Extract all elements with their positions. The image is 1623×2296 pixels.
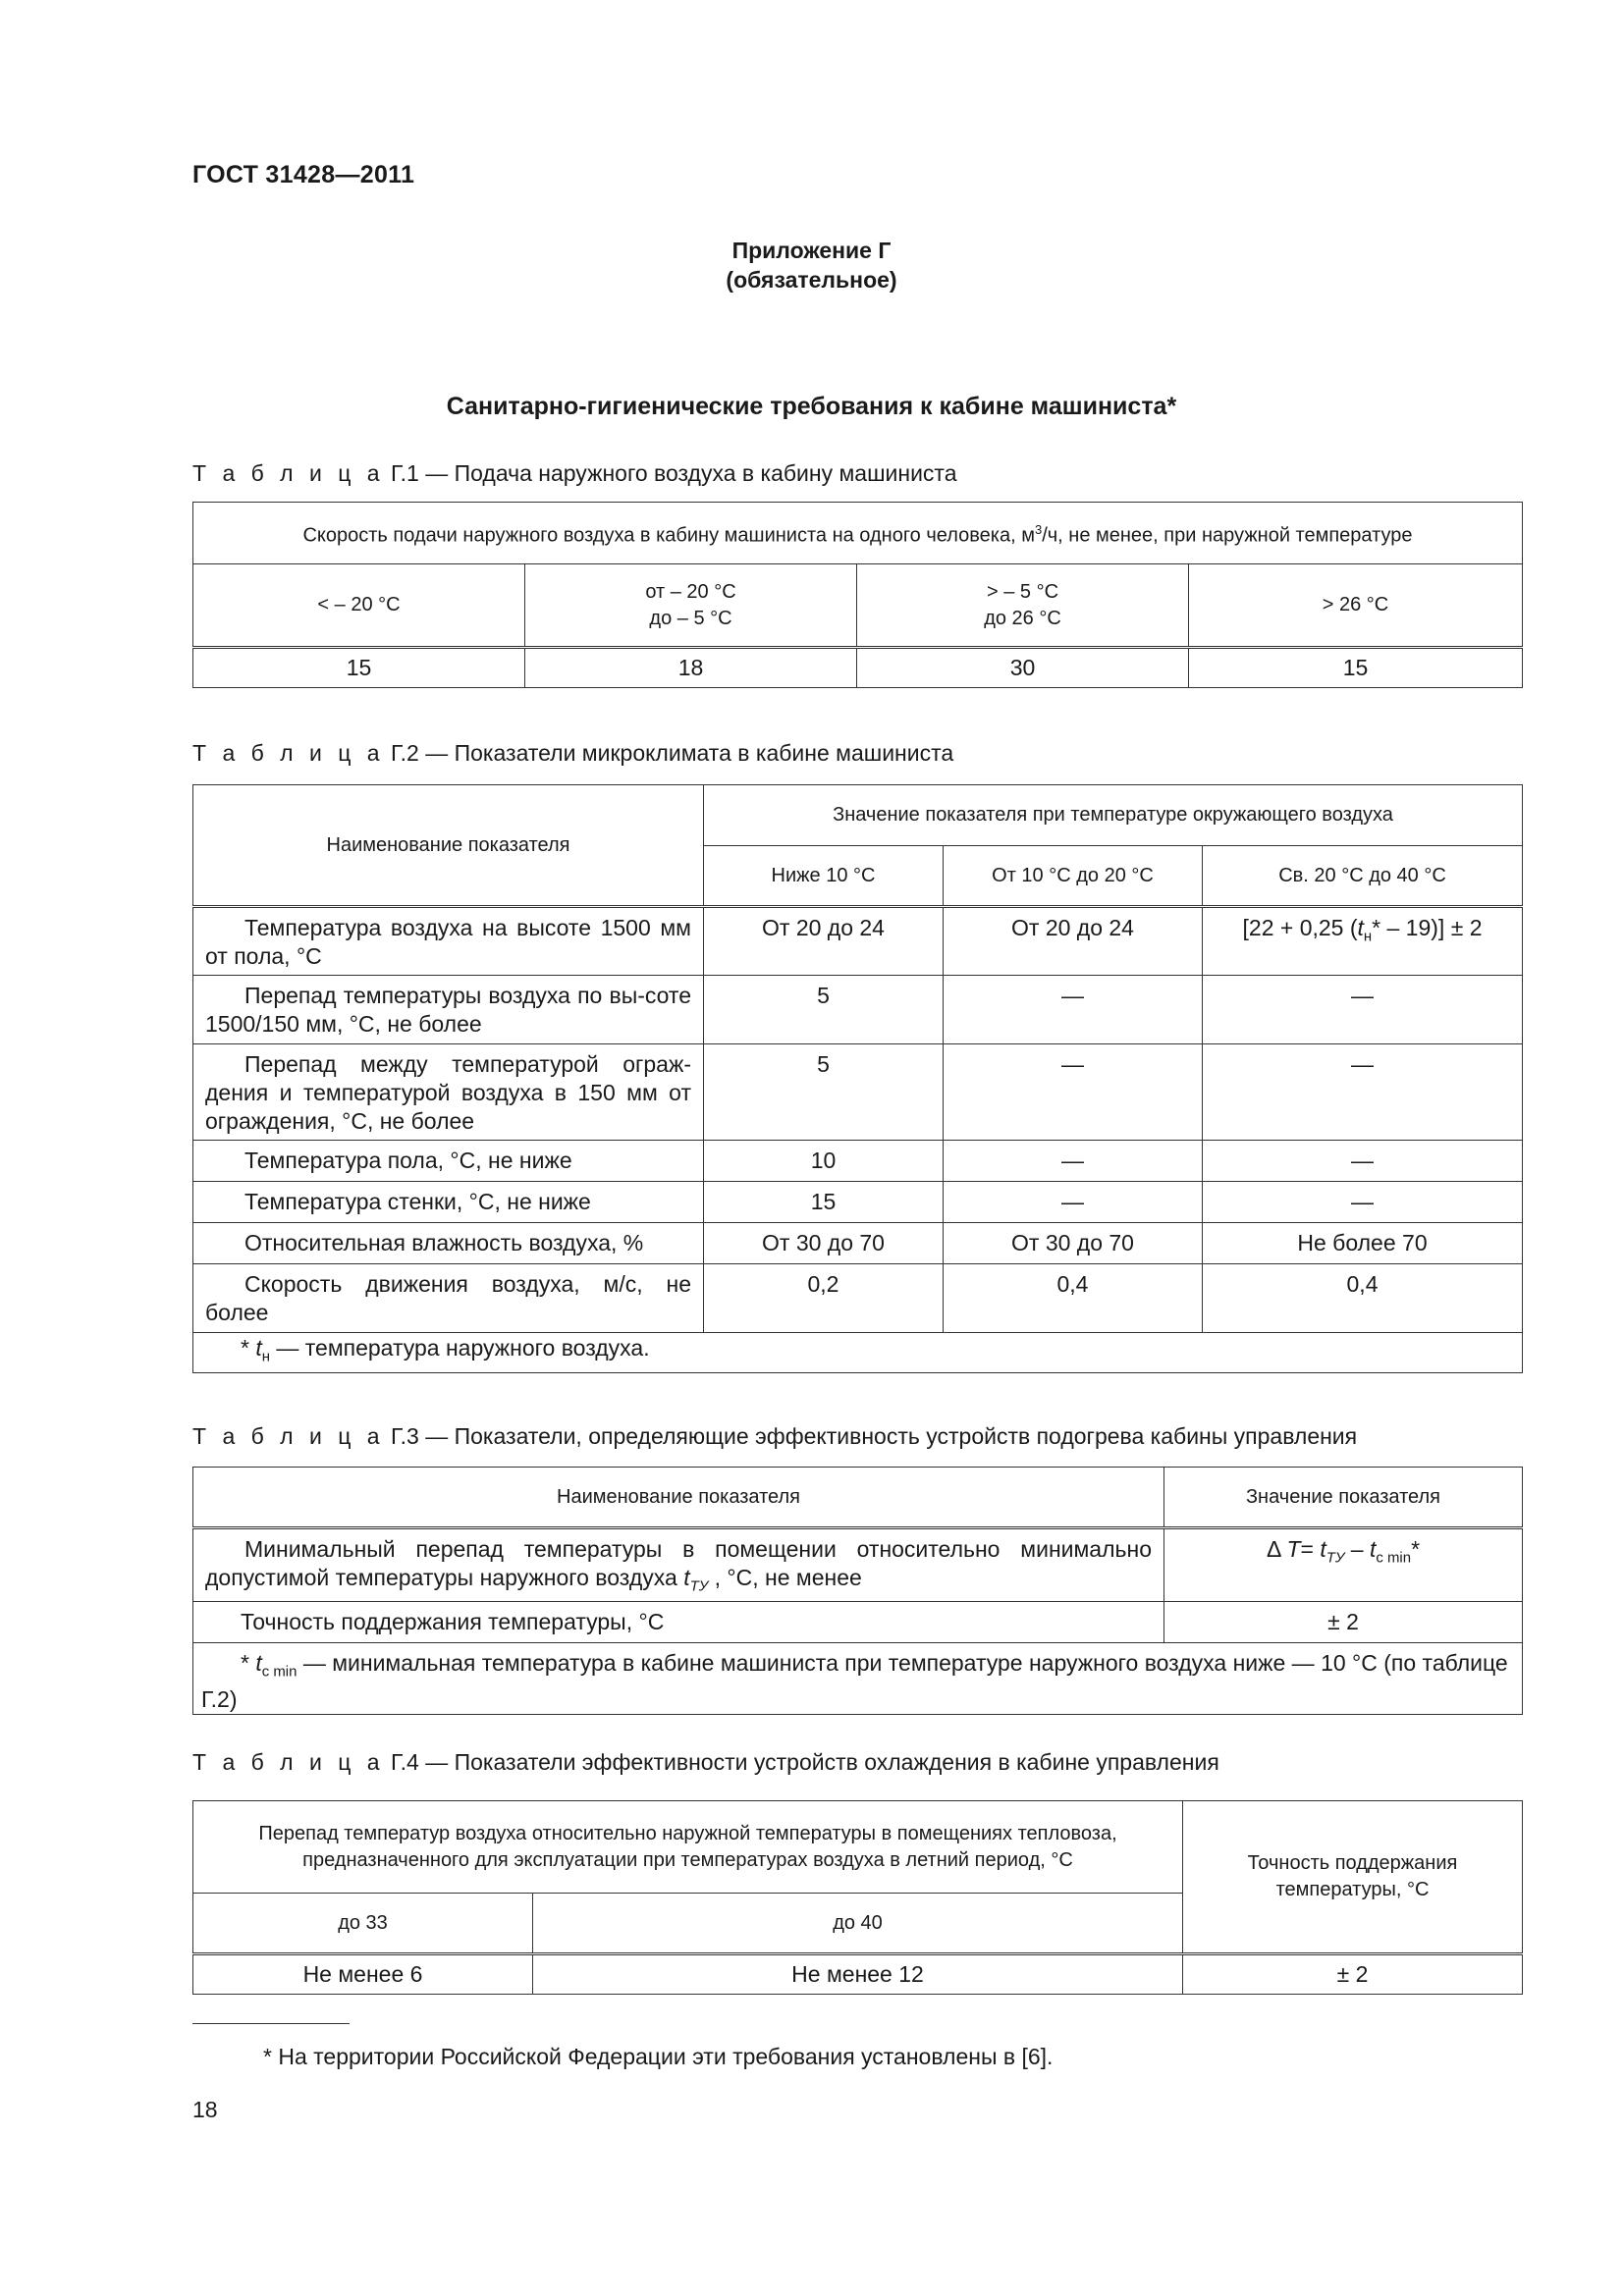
table2-row-value: 10 — [704, 1141, 944, 1182]
table2-row-value: 0,2 — [704, 1264, 944, 1333]
table4-caption-text: Г.4 — Показатели эффективности устройств охлаждения в кабине управления — [390, 1749, 1219, 1775]
note-t: t — [255, 1649, 262, 1676]
note-sub: c min — [261, 1663, 298, 1681]
formula-eq: = — [1300, 1536, 1321, 1562]
table2-row-name-text: Температура воздуха на высоте 1500 мм от пола, °C — [205, 915, 691, 969]
table3-head-name: Наименование показателя — [193, 1468, 1164, 1528]
table2-row-value: — — [944, 1141, 1203, 1182]
table3 — [192, 1467, 1523, 1715]
formula-sub: н — [1363, 928, 1373, 945]
table2-row-name — [193, 976, 704, 1044]
table2-caption-text: Г.2 — Показатели микроклимата в кабине машиниста — [390, 740, 954, 766]
footnote-separator — [192, 2023, 350, 2024]
formula-part: [22 + 0,25 ( — [1242, 915, 1358, 940]
page-number: 18 — [192, 2097, 218, 2122]
table3-head-value: Значение показателя — [1164, 1468, 1523, 1528]
table2-row-value: 15 — [704, 1182, 944, 1223]
formula-T: T — [1286, 1536, 1301, 1562]
formula-t: t — [1357, 915, 1364, 940]
t-var: t — [683, 1565, 690, 1590]
appendix-label: Приложение Г — [731, 238, 892, 263]
table2-row-value: 5 — [704, 1044, 944, 1141]
table1-col1: < – 20 °C — [193, 564, 525, 648]
table2-row-value: От 30 до 70 — [944, 1223, 1203, 1264]
table3-row-name-tail: , °C, не менее — [708, 1565, 862, 1590]
table3-row-name-text: Точность поддержания температуры, °C — [241, 1608, 665, 1634]
table2-head-value: Значение показателя при температуре окружающего воздуха — [704, 785, 1523, 846]
note-sub: н — [261, 1348, 270, 1365]
table1-value: 30 — [857, 648, 1189, 688]
table2-row-value: Не более 70 — [1203, 1223, 1523, 1264]
table2-row-value: — — [1203, 1182, 1523, 1223]
table3-row-name-text: Минимальный перепад температуры в помещении относительно минимально допустимой температуры наружного воздуха — [205, 1536, 1152, 1590]
table1-col3-a: > – 5 °C — [986, 580, 1059, 603]
table1 — [192, 502, 1523, 688]
table2-row-name — [193, 1141, 704, 1182]
note-t: t — [255, 1335, 262, 1362]
table2-head-name: Наименование показателя — [193, 785, 704, 907]
table1-header-a: Скорость подачи наружного воздуха в кабину машиниста на одного человека, м — [302, 524, 1035, 547]
table4 — [192, 1800, 1523, 1995]
table2-row-name — [193, 1044, 704, 1141]
table2-row-name-text: Температура пола, °C, не ниже — [244, 1148, 572, 1173]
table4-head-b: Точность поддержания температуры, °C — [1183, 1801, 1523, 1954]
table2-row-name-text: Скорость движения воздуха, м/с, не более — [205, 1271, 691, 1325]
formula-sub1: ТУ — [1325, 1549, 1345, 1567]
table2-caption — [192, 740, 953, 767]
table2-row-name-text: Относительная влажность воздуха, % — [244, 1230, 644, 1255]
table2-row-value: — — [1203, 976, 1523, 1044]
table2-row-value: — — [944, 1182, 1203, 1223]
appendix-status: (обязательное) — [726, 267, 897, 293]
table3-note — [193, 1642, 1523, 1715]
table2-row-value: — — [944, 976, 1203, 1044]
table1-value: 18 — [525, 648, 857, 688]
table1-header — [193, 503, 1523, 564]
note-text: — температура наружного воздуха. — [269, 1335, 650, 1362]
table3-row-formula — [1164, 1528, 1523, 1602]
table2-row-name — [193, 1223, 704, 1264]
table3-caption-text: Г.3 — Показатели, определяющие эффективность устройств подогрева кабины управления — [390, 1423, 1358, 1449]
footnote: * На территории Российской Федерации эти требования установлены в [6]. — [263, 2044, 1054, 2069]
table4-value: Не менее 6 — [193, 1954, 533, 1995]
table1-col3 — [857, 564, 1189, 648]
formula-t2: t — [1369, 1536, 1377, 1562]
table1-caption-prefix: Т а б л и ц а — [192, 460, 385, 486]
table2-sub1: Ниже 10 °C — [704, 846, 944, 907]
table3-row-name — [193, 1601, 1164, 1642]
table2-row-name — [193, 1182, 704, 1223]
table1-value: 15 — [193, 648, 525, 688]
table3-caption-prefix: Т а б л и ц а — [192, 1423, 385, 1449]
formula-t1: t — [1320, 1536, 1326, 1562]
table4-caption — [192, 1749, 1219, 1776]
table2-sub3: Св. 20 °C до 40 °C — [1203, 846, 1523, 907]
table2-row-value: — — [1203, 1141, 1523, 1182]
standard-number: ГОСТ 31428—2011 — [192, 161, 415, 188]
table3-row-value: ± 2 — [1164, 1601, 1523, 1642]
formula-delta: Δ — [1266, 1536, 1287, 1562]
note-text: — минимальная температура в кабине машиниста при температуре наружного воздуха ниже — 10 °C (по таблице Г.2) — [201, 1649, 1508, 1713]
section-title: Санитарно-гигиенические требования к кабине машиниста* — [446, 393, 1177, 420]
formula-sub2: c min — [1376, 1549, 1412, 1567]
table4-sub2: до 40 — [533, 1894, 1183, 1954]
table2-row-name-text: Перепад температуры воздуха по вы-соте 1500/150 мм, °C, не более — [205, 983, 691, 1037]
table1-header-b: /ч, не менее, при наружной температуре — [1042, 524, 1413, 547]
table4-sub1: до 33 — [193, 1894, 533, 1954]
table2-row-name — [193, 1264, 704, 1333]
table1-header-sup: 3 — [1034, 522, 1043, 538]
table4-value: Не менее 12 — [533, 1954, 1183, 1995]
table1-col2-b: до – 5 °C — [649, 607, 732, 629]
table2-row-value: 0,4 — [944, 1264, 1203, 1333]
table1-col4: > 26 °C — [1189, 564, 1523, 648]
table2-row-value: — — [944, 1044, 1203, 1141]
table4-head-a: Перепад температур воздуха относительно наружной температуры в помещениях тепловоза, предназначенного для эксплуатации при температурах воздуха в летний период, °C — [193, 1801, 1183, 1894]
table1-col2-a: от – 20 °C — [645, 580, 736, 603]
table2-row-value: От 30 до 70 — [704, 1223, 944, 1264]
formula-part: * – 19)] ± 2 — [1372, 915, 1483, 940]
table4-value: ± 2 — [1183, 1954, 1523, 1995]
table2-caption-prefix: Т а б л и ц а — [192, 740, 385, 766]
formula-star: * — [1411, 1536, 1421, 1562]
note-star: * — [241, 1335, 249, 1362]
table2-row-name-text: Температура стенки, °C, не ниже — [244, 1189, 591, 1214]
t-sub: ТУ — [689, 1577, 709, 1595]
table2-note — [193, 1333, 1523, 1373]
table2-sub2: От 10 °C до 20 °C — [944, 846, 1203, 907]
table1-caption — [192, 460, 957, 487]
table2-row-formula — [1203, 907, 1523, 976]
table2-row-value: От 20 до 24 — [704, 907, 944, 976]
table2 — [192, 784, 1523, 1373]
table2-row-value: — — [1203, 1044, 1523, 1141]
table2-row-name-text: Перепад между температурой ограж-дения и температурой воздуха в 150 мм от ограждения, °C, не более — [205, 1051, 691, 1134]
table2-row-value: 0,4 — [1203, 1264, 1523, 1333]
table1-value: 15 — [1189, 648, 1523, 688]
table4-caption-prefix: Т а б л и ц а — [192, 1749, 385, 1775]
table1-col2 — [525, 564, 857, 648]
formula-dash: – — [1344, 1536, 1370, 1562]
table2-row-value: 5 — [704, 976, 944, 1044]
table3-row-name — [193, 1528, 1164, 1602]
table3-caption — [192, 1423, 1357, 1450]
table2-row-value: От 20 до 24 — [944, 907, 1203, 976]
note-star: * — [241, 1649, 249, 1676]
table2-row-name — [193, 907, 704, 976]
table1-caption-text: Г.1 — Подача наружного воздуха в кабину машиниста — [390, 460, 957, 486]
table1-col3-b: до 26 °C — [984, 607, 1061, 629]
